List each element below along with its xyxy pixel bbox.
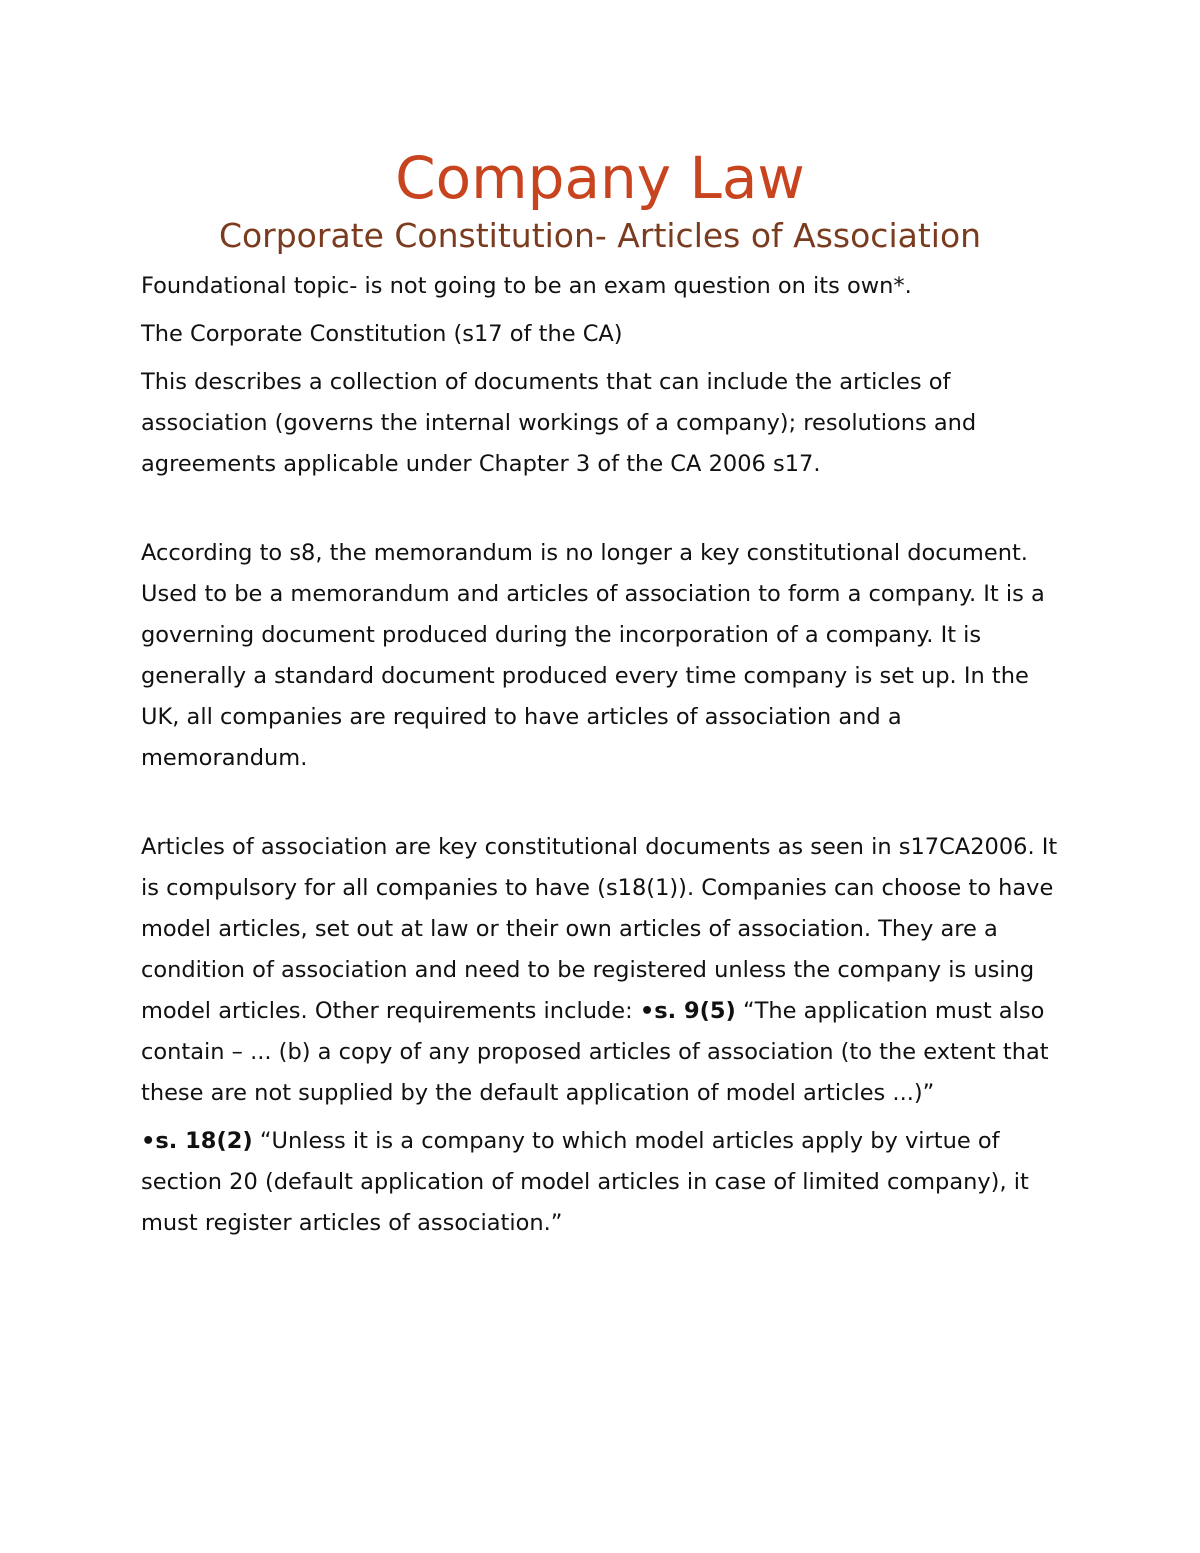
- section-quote-18-2: “Unless it is a company to which model articles apply by virtue of section 20 (default application of model articles in case of limited company), it must register articles of association.”: [141, 1128, 1029, 1236]
- paragraph-collection: This describes a collection of documents that can include the articles of association (governs the internal workings of a company); resolutions and agreements applicable under Chapter 3 of the CA 2006 s17.: [141, 369, 977, 477]
- paragraph-articles: [141, 827, 1071, 1114]
- document-body: [141, 266, 1071, 1244]
- section-ref-18-2: •s. 18(2): [141, 1128, 253, 1154]
- document-title: Company Law: [395, 144, 805, 212]
- section-quote-9-5: “The application must also contain – ... (b) a copy of any proposed articles of association (to the extent that these are not supplied by the default application of model articles ...)”: [141, 998, 1049, 1106]
- paragraph-articles-text: Articles of association are key constitutional documents as seen in s17CA2006. It is compulsory for all companies to have (s18(1)). Companies can choose to have model articles, set out at law or their own articles of association. They are a condition of association and need to be registered unless the company is using model articles. Other requirements include:: [141, 834, 1058, 1024]
- paragraph-s18: [141, 1121, 1071, 1244]
- paragraph-intro: Foundational topic- is not going to be an exam question on its own*.: [141, 273, 912, 299]
- document-subtitle: Corporate Constitution- Articles of Association: [218, 216, 982, 255]
- paragraph-heading-constitution: The Corporate Constitution (s17 of the CA): [141, 321, 623, 347]
- section-ref-9-5: •s. 9(5): [639, 998, 736, 1024]
- paragraph-memorandum: According to s8, the memorandum is no longer a key constitutional document. Used to be a memorandum and articles of association to form a company. It is a governing document produced during the incorporation of a company. It is generally a standard document produced every time company is set up. In the UK, all companies are required to have articles of association and a memorandum.: [141, 540, 1045, 771]
